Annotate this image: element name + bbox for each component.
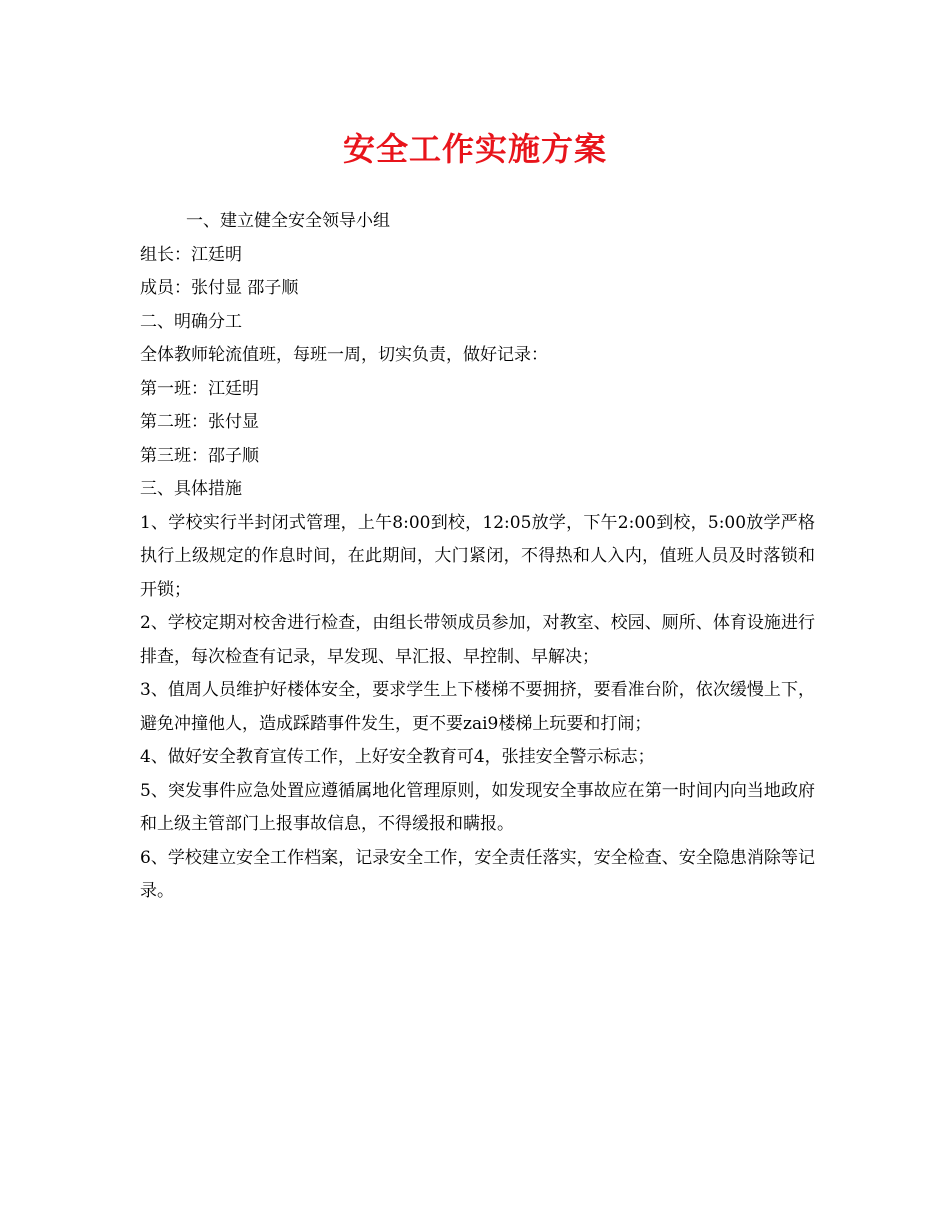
section-heading-3: 三、具体措施: [140, 479, 242, 499]
paragraph-members: 成员：张付显 邵子顺: [140, 278, 299, 298]
measure-1: 1、学校实行半封闭式管理，上午8:00到校，12:05放学，下午2:00到校，5:00放学严格执行上级规定的作息时间，在此期间，大门紧闭，不得热和人入内，值班人员及时落锁和开锁；: [140, 512, 815, 600]
section-heading-2: 二、明确分工: [140, 311, 242, 332]
document-body: [140, 205, 815, 909]
section-heading-1: 一、建立健全安全领导小组: [186, 211, 390, 231]
document-title: 安全工作实施方案: [342, 130, 607, 168]
paragraph-shift-2: 第二班：张付显: [140, 412, 259, 432]
paragraph-leader: 组长：江廷明: [140, 244, 242, 265]
measure-2: 2、学校定期对校舍进行检查，由组长带领成员参加，对教室、校园、厕所、体育设施进行排查，每次检查有记录，早发现、早汇报、早控制、早解决；: [140, 613, 815, 667]
measure-5: 5、突发事件应急处置应遵循属地化管理原则，如发现安全事故应在第一时间内向当地政府和上级主管部门上报事故信息，不得缓报和瞒报。: [140, 780, 815, 834]
paragraph-shift-1: 第一班：江廷明: [140, 378, 259, 399]
measure-6: 6、学校建立安全工作档案，记录安全工作，安全责任落实，安全检查、安全隐患消除等记录。: [140, 847, 815, 901]
measure-3: 3、值周人员维护好楼体安全，要求学生上下楼梯不要拥挤，要看准台阶，依次缓慢上下，避免冲撞他人，造成踩踏事件发生，更不要zai9楼梯上玩要和打闹；: [140, 680, 815, 734]
measure-4: 4、做好安全教育宣传工作，上好安全教育可4，张挂安全警示标志；: [140, 747, 655, 767]
paragraph-shift-3: 第三班：邵子顺: [140, 445, 259, 466]
paragraph-duty-intro: 全体教师轮流值班，每班一周，切实负责，做好记录：: [140, 345, 548, 365]
